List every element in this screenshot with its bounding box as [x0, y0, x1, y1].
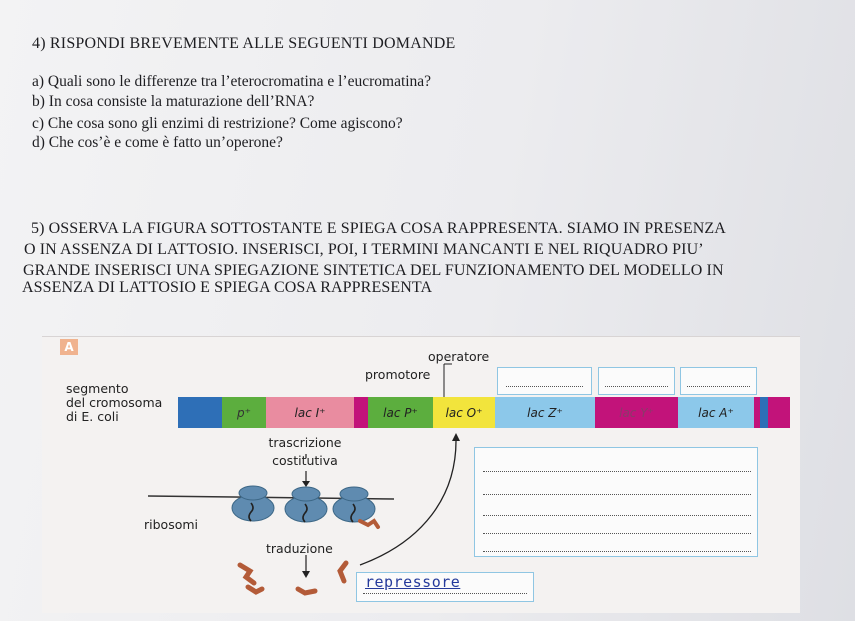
segmento-label-1: segmento — [66, 381, 129, 396]
question-4d: d) Che cos’è e come è fatto un’operone? — [32, 134, 283, 151]
gene-lac-i: lac I⁺ — [266, 397, 354, 428]
gene-lac-a: lac A⁺ — [678, 397, 754, 428]
gene-lac-y: lac Y⁺ — [595, 397, 678, 428]
trascrizione-label-1: trascrizione — [268, 435, 342, 450]
segmento-label-2: del cromosoma — [66, 395, 163, 410]
question-4-title: 4) RISPONDI BREVEMENTE ALLE SEGUENTI DOMANDE — [32, 35, 456, 52]
question-5-line-2: O IN ASSENZA DI LATTOSIO. INSERISCI, POI, I TERMINI MANCANTI E NEL RIQUADRO PIU’ — [24, 241, 704, 258]
repressore-handwritten: repressore — [365, 573, 461, 591]
question-4a: a) Quali sono le differenze tra l’eterocromatina e l’eucromatina? — [32, 73, 432, 90]
gene-lac-p: lac P⁺ — [368, 397, 433, 428]
gene-p: p⁺ — [222, 397, 266, 428]
promotore-label: promotore — [365, 367, 431, 382]
ribosome-1 — [232, 486, 274, 521]
lac-operon-figure — [42, 336, 800, 613]
repressore-answer-box[interactable] — [356, 572, 534, 602]
operatore-label: operatore — [428, 349, 490, 364]
question-5-line-3: GRANDE INSERISCI UNA SPIEGAZIONE SINTETICA DEL FUNZIONAMENTO DEL MODELLO IN — [23, 262, 724, 279]
ribosomi-label: ribosomi — [144, 517, 199, 532]
gene-lac-o: lac O⁺ — [433, 397, 495, 428]
question-4c: c) Che cosa sono gli enzimi di restrizione? Come agiscono? — [32, 115, 403, 132]
traduzione-label: traduzione — [266, 541, 333, 556]
trascrizione-label-2: costitutiva — [272, 453, 338, 468]
explanation-box[interactable] — [474, 447, 758, 557]
figure-tag: A — [60, 339, 78, 355]
question-5-line-4: ASSENZA DI LATTOSIO E SPIEGA COSA RAPPRESENTA — [22, 279, 433, 296]
question-5-line-1: 5) OSSERVA LA FIGURA SOTTOSTANTE E SPIEGA COSA RAPPRESENTA. SIAMO IN PRESENZA — [31, 220, 726, 237]
segmento-label-3: di E. coli — [66, 409, 119, 424]
gene-lac-z: lac Z⁺ — [495, 397, 595, 428]
question-4b: b) In cosa consiste la maturazione dell’RNA? — [32, 93, 315, 110]
